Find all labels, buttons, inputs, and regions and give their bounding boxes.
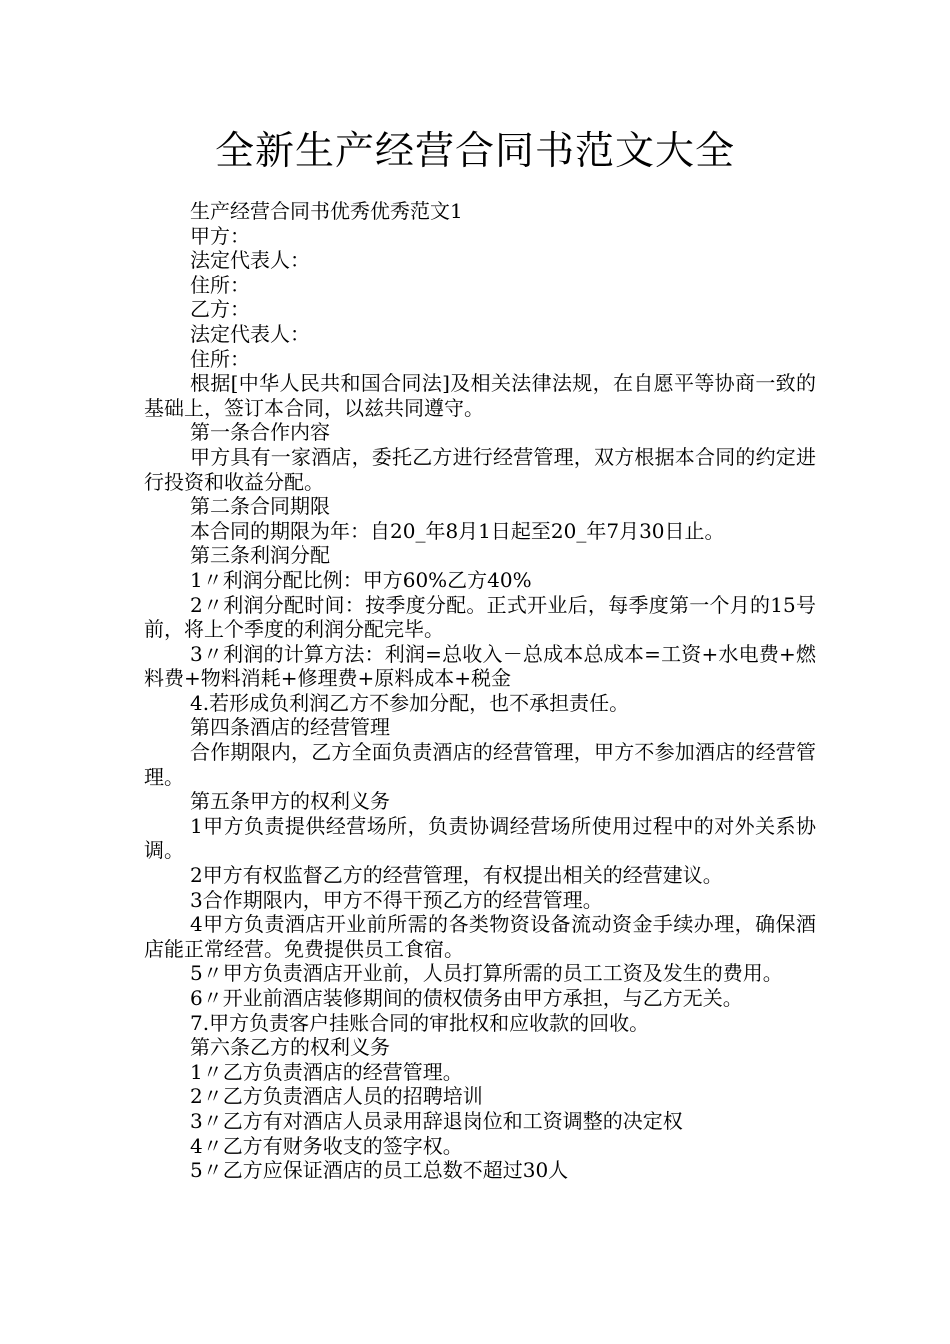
paragraph: 甲方具有一家酒店，委托乙方进行经营管理，双方根据本合同的约定进行投资和收益分配。 bbox=[144, 444, 816, 494]
paragraph: 5〃甲方负责酒店开业前，人员打算所需的员工工资及发生的费用。 bbox=[190, 961, 783, 986]
paragraph: 3〃乙方有对酒店人员录用辞退岗位和工资调整的决定权 bbox=[190, 1108, 683, 1133]
paragraph: 甲方： bbox=[190, 223, 250, 248]
paragraph: 1〃利润分配比例：甲方60%乙方40% bbox=[190, 567, 532, 592]
section-heading: 第三条利润分配 bbox=[190, 543, 330, 568]
paragraph: 4.若形成负利润乙方不参加分配，也不承担责任。 bbox=[190, 690, 630, 715]
paragraph: 1〃乙方负责酒店的经营管理。 bbox=[190, 1059, 463, 1084]
paragraph: 根据[中华人民共和国合同法]及相关法律法规，在自愿平等协商一致的基础上，签订本合同，以兹共同遵守。 bbox=[144, 371, 816, 420]
paragraph: 3〃利润的计算方法：利润=总收入－总成本总成本=工资+水电费+燃料费+物料消耗+修理费+原料成本+税金 bbox=[144, 641, 816, 691]
paragraph: 本合同的期限为年：自20_年8月1日起至20_年7月30日止。 bbox=[190, 518, 725, 543]
paragraph: 乙方： bbox=[190, 297, 250, 322]
document-title: 全新生产经营合同书范文大全 bbox=[214, 129, 735, 174]
paragraph: 4〃乙方有财务收支的签字权。 bbox=[190, 1133, 463, 1158]
paragraph: 住所： bbox=[190, 346, 250, 371]
section-heading: 第四条酒店的经营管理 bbox=[190, 715, 390, 740]
paragraph: 合作期限内，乙方全面负责酒店的经营管理，甲方不参加酒店的经营管理。 bbox=[144, 740, 816, 789]
paragraph: 3合作期限内，甲方不得干预乙方的经营管理。 bbox=[190, 887, 603, 912]
section-heading: 第六条乙方的权利义务 bbox=[190, 1035, 390, 1060]
paragraph: 生产经营合同书优秀优秀范文1 bbox=[190, 199, 463, 223]
document-body bbox=[144, 199, 816, 1183]
paragraph: 5〃乙方应保证酒店的员工总数不超过30人 bbox=[190, 1158, 569, 1183]
section-heading: 第二条合同期限 bbox=[190, 494, 330, 519]
paragraph: 2甲方有权监督乙方的经营管理，有权提出相关的经营建议。 bbox=[190, 863, 723, 888]
paragraph: 4甲方负责酒店开业前所需的各类物资设备流动资金手续办理，确保酒店能正常经营。免费提供员工食宿。 bbox=[144, 912, 816, 961]
paragraph: 住所： bbox=[190, 272, 250, 297]
section-heading: 第五条甲方的权利义务 bbox=[190, 789, 390, 814]
paragraph: 法定代表人： bbox=[190, 248, 310, 273]
paragraph: 7.甲方负责客户挂账合同的审批权和应收款的回收。 bbox=[190, 1010, 650, 1035]
section-heading: 第一条合作内容 bbox=[190, 420, 330, 445]
paragraph: 2〃利润分配时间：按季度分配。正式开业后，每季度第一个月的15号前，将上个季度的利润分配完毕。 bbox=[144, 592, 816, 642]
paragraph: 法定代表人： bbox=[190, 321, 310, 346]
paragraph: 2〃乙方负责酒店人员的招聘培训 bbox=[190, 1084, 483, 1109]
paragraph: 6〃开业前酒店装修期间的债权债务由甲方承担，与乙方无关。 bbox=[190, 986, 743, 1010]
paragraph: 1甲方负责提供经营场所，负责协调经营场所使用过程中的对外关系协调。 bbox=[144, 813, 816, 863]
